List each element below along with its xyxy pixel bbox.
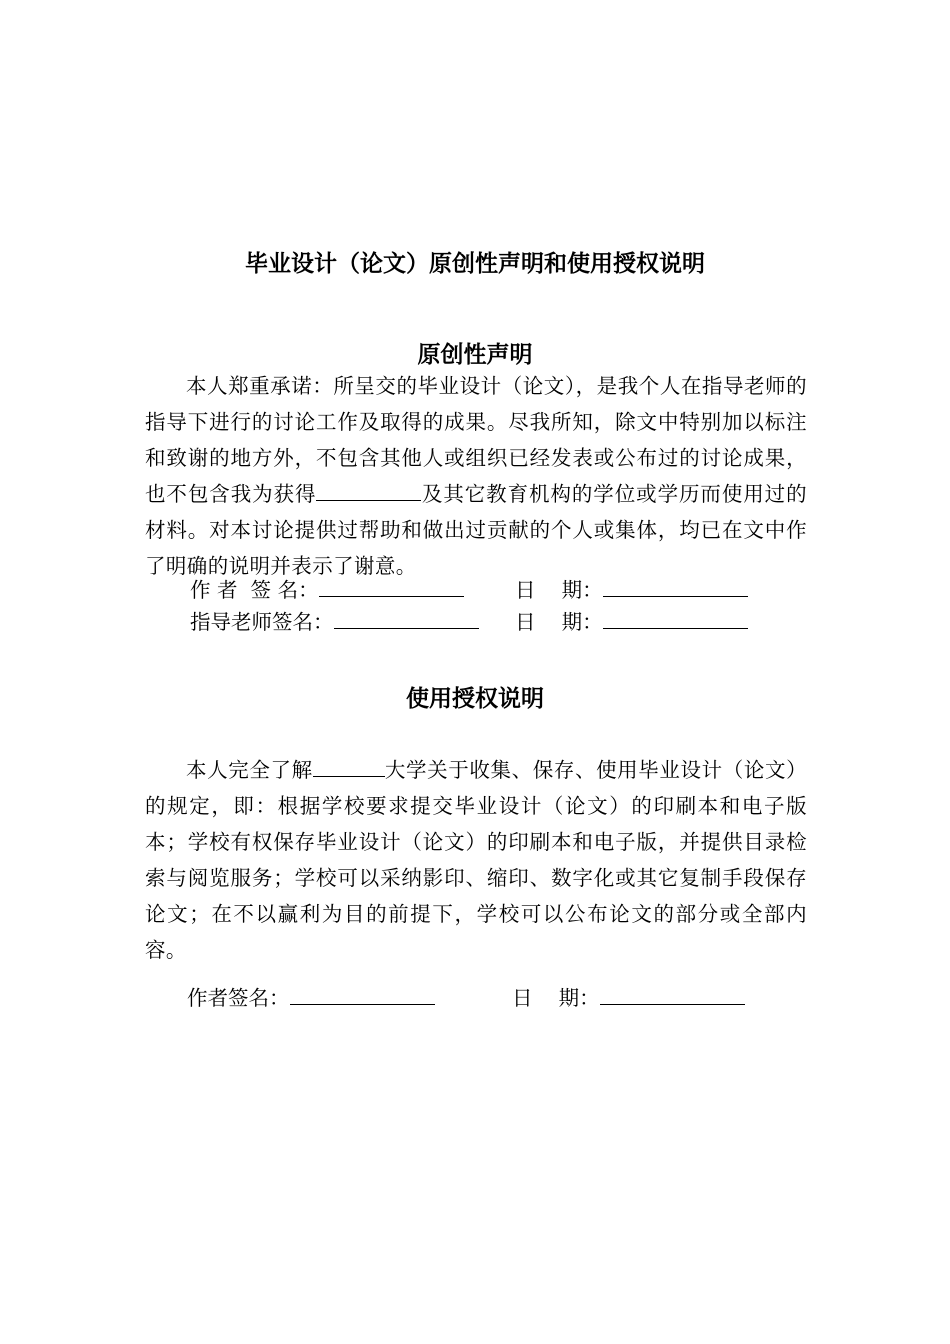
auth-date-row: [512, 984, 745, 1011]
auth-date-line[interactable]: [600, 984, 745, 1005]
advisor-signature-row: [190, 608, 479, 635]
authorization-text-part1: 本人完全了解: [186, 758, 313, 782]
advisor-date-line[interactable]: [603, 608, 748, 629]
author-signature-label: 作 者 签 名：: [190, 578, 319, 602]
author-signature-line[interactable]: [319, 576, 464, 597]
authorization-heading: 使用授权说明: [406, 686, 544, 712]
advisor-date-row: [515, 608, 748, 635]
auth-author-signature-label: 作者签名：: [187, 986, 290, 1010]
author-date-row: [515, 576, 748, 603]
author-signature-row: [190, 576, 464, 603]
advisor-signature-label: 指导老师签名：: [190, 610, 334, 634]
originality-text-part1: 本人郑重承诺：所呈交的毕业设计（论文），是我个人在指导老师的指导下进行的讨论工作及取得的成果。尽我所知，除文中特别加以标注和致谢的地方外，不包含其他人或组织已经发表或公布过的讨论成果，也不包含我为获得: [145, 374, 807, 506]
advisor-signature-line[interactable]: [334, 608, 479, 629]
author-date-label: 日 期：: [515, 578, 603, 602]
document-title: 毕业设计（论文）原创性声明和使用授权说明: [245, 251, 705, 277]
advisor-date-label: 日 期：: [515, 610, 603, 634]
university-blank[interactable]: [313, 754, 385, 777]
authorization-text-part2: 大学关于收集、保存、使用毕业设计（论文）的规定，即：根据学校要求提交毕业设计（论文）的印刷本和电子版本；学校有权保存毕业设计（论文）的印刷本和电子版，并提供目录检索与阅览服务；学校可以采纳影印、缩印、数字化或其它复制手段保存论文；在不以赢利为目的前提下，学校可以公布论文的部分或全部内容。: [145, 758, 808, 962]
originality-paragraph: [145, 368, 807, 584]
degree-blank[interactable]: [316, 478, 421, 501]
originality-text-part2: 及其它教育机构的学位或学历而使用过的材料。对本讨论提供过帮助和做出过贡献的个人或集体，均已在文中作了明确的说明并表示了谢意。: [145, 482, 808, 578]
author-date-line[interactable]: [603, 576, 748, 597]
originality-heading: 原创性声明: [417, 342, 533, 368]
auth-author-signature-row: [187, 984, 435, 1011]
auth-date-label: 日 期：: [512, 986, 600, 1010]
auth-author-signature-line[interactable]: [290, 984, 435, 1005]
authorization-paragraph: [145, 752, 807, 968]
